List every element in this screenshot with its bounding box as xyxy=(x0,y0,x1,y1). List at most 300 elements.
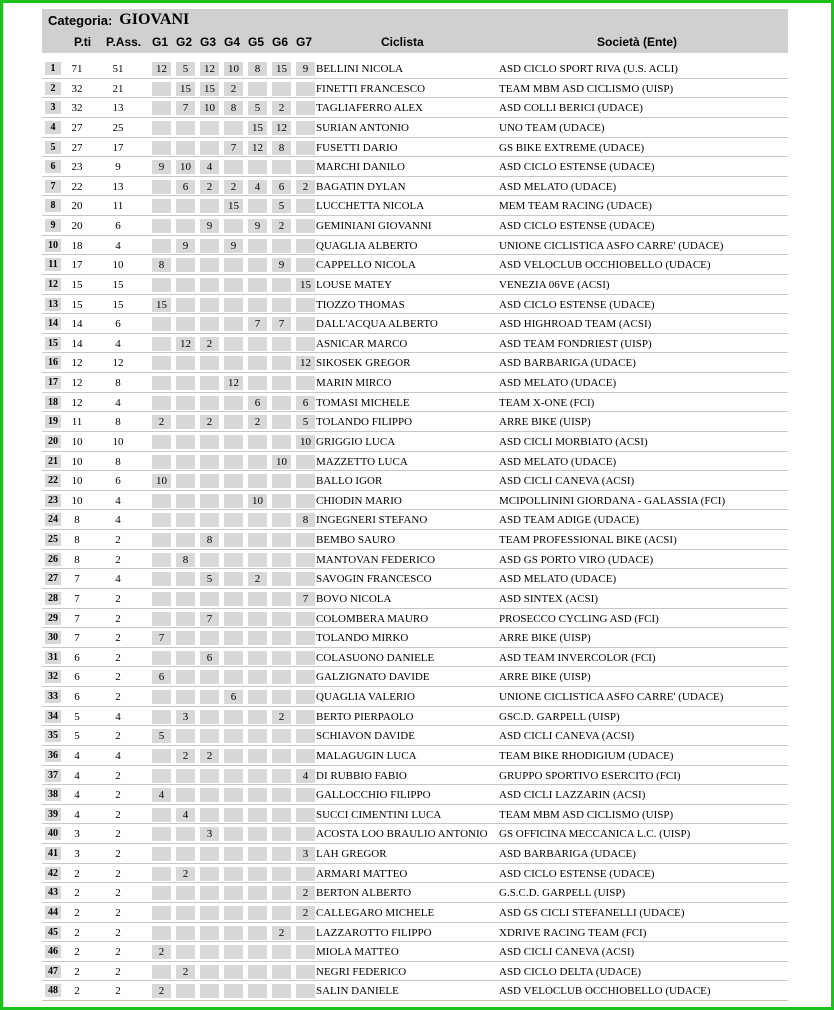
stage-g5-cell xyxy=(248,690,267,704)
stage-g7-cell: 2 xyxy=(296,180,315,194)
stage-g2-cell xyxy=(176,278,195,292)
stage-g4-cell xyxy=(224,337,243,351)
stage-g5-cell xyxy=(248,533,267,547)
stage-g4-cell xyxy=(224,415,243,429)
stage-g3-cell xyxy=(200,867,219,881)
stage-g4-cell xyxy=(224,298,243,312)
stage-g5-cell xyxy=(248,808,267,822)
stage-g5-cell: 15 xyxy=(248,121,267,135)
stage-g7-cell: 3 xyxy=(296,847,315,861)
table-row xyxy=(42,569,788,589)
stage-g4-cell xyxy=(224,886,243,900)
stage-g1-cell xyxy=(152,886,171,900)
stage-g1-cell xyxy=(152,337,171,351)
points-cell: 18 xyxy=(71,239,83,252)
rider-name-cell: MARCHI DANILO xyxy=(316,161,405,174)
points-cell: 12 xyxy=(71,396,83,409)
rank-cell: 47 xyxy=(45,965,61,978)
pass-cell: 2 xyxy=(115,534,121,546)
rider-name-cell: GEMINIANI GIOVANNI xyxy=(316,220,432,232)
header-pass: P.Ass. xyxy=(106,35,142,49)
pass-cell: 8 xyxy=(115,455,121,468)
table-row xyxy=(42,275,788,295)
pass-cell: 13 xyxy=(112,102,124,115)
pass-cell: 51 xyxy=(112,63,124,75)
stage-g1-cell xyxy=(152,906,171,920)
stage-g1-cell xyxy=(152,219,171,233)
team-cell: ASD CICLO ESTENSE (UDACE) xyxy=(499,161,655,174)
pass-cell: 15 xyxy=(112,298,124,311)
stage-g2-cell xyxy=(176,376,195,390)
rider-name-cell: ACOSTA LOO BRAULIO ANTONIO xyxy=(316,828,488,841)
stage-g5-cell xyxy=(248,612,267,626)
stage-g3-cell xyxy=(200,298,219,312)
rank-cell: 21 xyxy=(45,455,61,468)
stage-g1-cell xyxy=(152,690,171,704)
standings-sheet xyxy=(42,9,788,1001)
team-cell: GS OFFICINA MECCANICA L.C. (UISP) xyxy=(499,828,691,841)
stage-g4-cell xyxy=(224,965,243,979)
stage-g6-cell xyxy=(272,984,291,998)
stage-g5-cell: 5 xyxy=(248,101,267,115)
table-row xyxy=(42,883,788,903)
stage-g5-cell xyxy=(248,553,267,567)
team-cell: ASD BARBARIGA (UDACE) xyxy=(499,357,636,370)
stage-g4-cell xyxy=(224,984,243,998)
rank-cell: 14 xyxy=(45,317,61,330)
points-cell: 8 xyxy=(74,514,80,527)
table-row xyxy=(42,157,788,177)
pass-cell: 12 xyxy=(112,357,124,370)
table-row xyxy=(42,726,788,746)
team-cell: GS BIKE EXTREME (UDACE) xyxy=(499,141,645,154)
stage-g2-cell: 9 xyxy=(176,239,195,253)
stage-g1-cell xyxy=(152,455,171,469)
pass-cell: 2 xyxy=(115,946,121,959)
stage-g1-cell xyxy=(152,867,171,881)
stage-g2-cell xyxy=(176,533,195,547)
stage-g1-cell xyxy=(152,533,171,547)
team-cell: G.S.C.D. GARPELL (UISP) xyxy=(499,887,626,900)
table-row xyxy=(42,746,788,766)
stage-g2-cell xyxy=(176,945,195,959)
stage-g5-cell xyxy=(248,513,267,527)
stage-g7-cell xyxy=(296,945,315,959)
stage-g2-cell xyxy=(176,356,195,370)
stage-g1-cell xyxy=(152,769,171,783)
pass-cell: 2 xyxy=(115,887,121,900)
table-row xyxy=(42,942,788,962)
stage-g3-cell xyxy=(200,710,219,724)
rank-cell: 27 xyxy=(45,572,61,585)
stage-g4-cell: 15 xyxy=(224,199,243,213)
stage-g1-cell xyxy=(152,239,171,253)
stage-g2-cell: 12 xyxy=(176,337,195,351)
team-cell: ARRE BIKE (UISP) xyxy=(499,671,591,684)
stage-g5-cell: 6 xyxy=(248,396,267,410)
stage-g5-cell xyxy=(248,729,267,743)
rank-cell: 33 xyxy=(45,690,61,703)
points-cell: 2 xyxy=(74,946,80,959)
stage-g4-cell: 12 xyxy=(224,376,243,390)
stage-g7-cell: 10 xyxy=(296,435,315,449)
stage-g7-cell xyxy=(296,553,315,567)
points-cell: 6 xyxy=(74,651,80,664)
stage-g3-cell xyxy=(200,455,219,469)
team-cell: ASD TEAM INVERCOLOR (FCI) xyxy=(499,651,656,664)
stage-g6-cell: 8 xyxy=(272,141,291,155)
team-cell: ASD HIGHROAD TEAM (ACSI) xyxy=(499,318,652,331)
stage-g7-cell xyxy=(296,298,315,312)
stage-g6-cell: 10 xyxy=(272,455,291,469)
stage-g7-cell xyxy=(296,141,315,155)
rank-cell: 8 xyxy=(45,199,61,212)
stage-g3-cell xyxy=(200,670,219,684)
stage-g5-cell xyxy=(248,631,267,645)
stage-g4-cell xyxy=(224,317,243,331)
stage-g7-cell xyxy=(296,965,315,979)
table-row xyxy=(42,236,788,256)
stage-g4-cell xyxy=(224,513,243,527)
rider-name-cell: SAVOGIN FRANCESCO xyxy=(316,573,432,586)
team-cell: ASD TEAM ADIGE (UDACE) xyxy=(499,514,640,527)
rider-name-cell: GRIGGIO LUCA xyxy=(316,435,396,448)
pass-cell: 2 xyxy=(115,926,121,939)
stage-g2-cell xyxy=(176,631,195,645)
stage-g1-cell xyxy=(152,494,171,508)
stage-g4-cell xyxy=(224,906,243,920)
stage-g7-cell xyxy=(296,651,315,665)
stage-g7-cell xyxy=(296,239,315,253)
rank-cell: 43 xyxy=(45,886,61,899)
table-row xyxy=(42,707,788,727)
pass-cell: 2 xyxy=(115,730,121,743)
stage-g7-cell xyxy=(296,376,315,390)
table-row xyxy=(42,432,788,452)
points-cell: 2 xyxy=(74,906,80,919)
rider-name-cell: BOVO NICOLA xyxy=(316,592,392,605)
stage-g6-cell xyxy=(272,513,291,527)
rider-name-cell: GALLOCCHIO FILIPPO xyxy=(316,789,431,802)
stage-g3-cell xyxy=(200,926,219,940)
stage-g7-cell xyxy=(296,984,315,998)
points-cell: 4 xyxy=(74,808,80,821)
stage-g7-cell xyxy=(296,788,315,802)
stage-g6-cell xyxy=(272,160,291,174)
points-cell: 7 xyxy=(74,632,80,645)
stage-g7-cell xyxy=(296,474,315,488)
table-row xyxy=(42,295,788,315)
table-row xyxy=(42,962,788,982)
stage-g2-cell: 15 xyxy=(176,82,195,96)
stage-g5-cell xyxy=(248,906,267,920)
points-cell: 8 xyxy=(74,534,80,546)
table-row xyxy=(42,98,788,118)
table-row xyxy=(42,353,788,373)
stage-g5-cell xyxy=(248,886,267,900)
stage-g1-cell: 2 xyxy=(152,945,171,959)
stage-g5-cell xyxy=(248,474,267,488)
stage-g5-cell xyxy=(248,455,267,469)
stage-g4-cell: 7 xyxy=(224,141,243,155)
table-row xyxy=(42,314,788,334)
rank-cell: 30 xyxy=(45,631,61,644)
team-cell: ASD CICLO ESTENSE (UDACE) xyxy=(499,867,655,880)
stage-g6-cell xyxy=(272,298,291,312)
stage-g7-cell xyxy=(296,670,315,684)
rank-cell: 15 xyxy=(45,337,61,350)
stage-g7-cell: 12 xyxy=(296,356,315,370)
stage-g1-cell xyxy=(152,847,171,861)
stage-g3-cell: 15 xyxy=(200,82,219,96)
stage-g6-cell xyxy=(272,808,291,822)
team-cell: UNO TEAM (UDACE) xyxy=(499,121,605,134)
team-cell: PROSECCO CYCLING ASD (FCI) xyxy=(499,612,659,625)
table-row xyxy=(42,491,788,511)
rider-name-cell: MIOLA MATTEO xyxy=(316,946,399,959)
stage-g7-cell xyxy=(296,710,315,724)
points-cell: 2 xyxy=(74,887,80,900)
stage-g2-cell xyxy=(176,612,195,626)
team-cell: ASD CICLO ESTENSE (UDACE) xyxy=(499,298,655,311)
points-cell: 15 xyxy=(71,298,83,311)
team-cell: TEAM BIKE RHODIGIUM (UDACE) xyxy=(499,749,674,762)
team-cell: ASD VELOCLUB OCCHIOBELLO (UDACE) xyxy=(499,259,711,272)
stage-g4-cell xyxy=(224,494,243,508)
pass-cell: 2 xyxy=(115,789,121,802)
stage-g7-cell xyxy=(296,827,315,841)
pass-cell: 2 xyxy=(115,651,121,664)
stage-g1-cell: 2 xyxy=(152,415,171,429)
stage-g5-cell xyxy=(248,965,267,979)
rider-name-cell: LAZZAROTTO FILIPPO xyxy=(316,926,432,939)
stage-g1-cell xyxy=(152,827,171,841)
stage-g4-cell: 9 xyxy=(224,239,243,253)
pass-cell: 4 xyxy=(115,239,121,252)
stage-g7-cell: 15 xyxy=(296,278,315,292)
points-cell: 4 xyxy=(74,749,80,762)
stage-g7-cell: 7 xyxy=(296,592,315,606)
stage-g3-cell: 2 xyxy=(200,180,219,194)
stage-g2-cell: 6 xyxy=(176,180,195,194)
stage-g4-cell xyxy=(224,396,243,410)
table-row xyxy=(42,648,788,668)
stage-g7-cell xyxy=(296,612,315,626)
pass-cell: 15 xyxy=(112,278,124,291)
stage-g2-cell xyxy=(176,847,195,861)
stage-g6-cell xyxy=(272,337,291,351)
rider-name-cell: DI RUBBIO FABIO xyxy=(316,769,407,782)
pass-cell: 4 xyxy=(115,514,121,527)
rider-name-cell: QUAGLIA VALERIO xyxy=(316,691,415,703)
stage-g7-cell: 5 xyxy=(296,415,315,429)
stage-g3-cell: 6 xyxy=(200,651,219,665)
stage-g4-cell xyxy=(224,435,243,449)
rank-cell: 42 xyxy=(45,867,61,880)
pass-cell: 2 xyxy=(115,691,121,703)
team-cell: ASD GS PORTO VIRO (UDACE) xyxy=(499,553,654,566)
stage-g5-cell: 4 xyxy=(248,180,267,194)
pass-cell: 11 xyxy=(112,200,124,213)
category-value: GIOVANI xyxy=(119,11,190,28)
team-cell: ASD CICLI MORBIATO (ACSI) xyxy=(499,435,648,448)
rank-cell: 41 xyxy=(45,847,61,860)
pass-cell: 2 xyxy=(115,592,121,605)
pass-cell: 25 xyxy=(112,121,124,134)
stage-g6-cell: 2 xyxy=(272,101,291,115)
table-row xyxy=(42,373,788,393)
stage-g3-cell xyxy=(200,474,219,488)
stage-g4-cell xyxy=(224,651,243,665)
rider-name-cell: SIKOSEK GREGOR xyxy=(316,357,411,370)
stage-g7-cell xyxy=(296,690,315,704)
stage-g7-cell xyxy=(296,160,315,174)
stage-g7-cell xyxy=(296,533,315,547)
stage-g5-cell xyxy=(248,984,267,998)
stage-g7-cell: 4 xyxy=(296,769,315,783)
rider-name-cell: CAPPELLO NICOLA xyxy=(316,259,416,272)
stage-g2-cell xyxy=(176,827,195,841)
stage-g6-cell xyxy=(272,729,291,743)
table-row xyxy=(42,667,788,687)
stage-g6-cell xyxy=(272,827,291,841)
rider-name-cell: TOLANDO MIRKO xyxy=(316,632,409,645)
stage-g3-cell: 2 xyxy=(200,749,219,763)
rider-name-cell: GALZIGNATO DAVIDE xyxy=(316,671,430,684)
rider-name-cell: BAGATIN DYLAN xyxy=(316,180,406,193)
rank-cell: 23 xyxy=(45,494,61,507)
stage-g6-cell xyxy=(272,553,291,567)
stage-g5-cell xyxy=(248,278,267,292)
stage-g4-cell: 10 xyxy=(224,62,243,76)
pass-cell: 9 xyxy=(115,161,121,174)
stage-g4-cell xyxy=(224,160,243,174)
stage-g5-cell: 10 xyxy=(248,494,267,508)
points-cell: 10 xyxy=(71,435,83,448)
table-row xyxy=(42,903,788,923)
pass-cell: 2 xyxy=(115,828,121,841)
points-cell: 27 xyxy=(71,141,83,154)
stage-g5-cell xyxy=(248,926,267,940)
points-cell: 22 xyxy=(71,180,83,193)
stage-g6-cell xyxy=(272,356,291,370)
rank-cell: 28 xyxy=(45,592,61,605)
stage-g1-cell xyxy=(152,278,171,292)
table-row xyxy=(42,118,788,138)
team-cell: ASD VELOCLUB OCCHIOBELLO (UDACE) xyxy=(499,985,711,998)
stage-g6-cell xyxy=(272,769,291,783)
category-bar xyxy=(42,9,788,31)
stage-g6-cell xyxy=(272,945,291,959)
rank-cell: 20 xyxy=(45,435,61,448)
stage-g4-cell xyxy=(224,670,243,684)
stage-g7-cell xyxy=(296,729,315,743)
rider-name-cell: FINETTI FRANCESCO xyxy=(316,82,426,95)
stage-g2-cell xyxy=(176,769,195,783)
pass-cell: 21 xyxy=(112,82,124,95)
table-row xyxy=(42,138,788,158)
rank-cell: 34 xyxy=(45,710,61,723)
points-cell: 11 xyxy=(71,416,83,429)
stage-g5-cell: 12 xyxy=(248,141,267,155)
stage-g6-cell xyxy=(272,435,291,449)
rider-name-cell: SUCCI CIMENTINI LUCA xyxy=(316,808,442,821)
rider-name-cell: LUCCHETTA NICOLA xyxy=(316,200,425,213)
table-header xyxy=(42,31,788,53)
stage-g1-cell xyxy=(152,82,171,96)
stage-g2-cell xyxy=(176,317,195,331)
table-row xyxy=(42,216,788,236)
stage-g1-cell: 9 xyxy=(152,160,171,174)
team-cell: ARRE BIKE (UISP) xyxy=(499,632,591,645)
stage-g7-cell xyxy=(296,572,315,586)
team-cell: UNIONE CICLISTICA ASFO CARRE' (UDACE) xyxy=(499,691,724,703)
stage-g2-cell xyxy=(176,729,195,743)
header-g2: G2 xyxy=(176,35,193,49)
pass-cell: 6 xyxy=(115,220,121,232)
stage-g6-cell xyxy=(272,847,291,861)
rank-cell: 4 xyxy=(45,121,61,134)
team-cell: ASD CICLO SPORT RIVA (U.S. ACLI) xyxy=(499,63,678,75)
stage-g6-cell: 12 xyxy=(272,121,291,135)
points-cell: 7 xyxy=(74,612,80,625)
stage-g6-cell xyxy=(272,474,291,488)
team-cell: GSC.D. GARPELL (UISP) xyxy=(499,710,620,723)
points-cell: 14 xyxy=(71,318,83,331)
stage-g6-cell xyxy=(272,572,291,586)
pass-cell: 13 xyxy=(112,180,124,193)
points-cell: 32 xyxy=(71,102,83,115)
stage-g5-cell xyxy=(248,82,267,96)
stage-g2-cell xyxy=(176,926,195,940)
stage-g1-cell xyxy=(152,356,171,370)
stage-g7-cell xyxy=(296,258,315,272)
table-row xyxy=(42,923,788,943)
pass-cell: 2 xyxy=(115,965,121,978)
team-cell: ASD CICLO DELTA (UDACE) xyxy=(499,965,642,978)
team-cell: ASD GS CICLI STEFANELLI (UDACE) xyxy=(499,906,685,919)
stage-g5-cell xyxy=(248,376,267,390)
points-cell: 32 xyxy=(71,82,83,95)
pass-cell: 2 xyxy=(115,848,121,860)
stage-g3-cell xyxy=(200,435,219,449)
stage-g5-cell: 2 xyxy=(248,415,267,429)
stage-g6-cell xyxy=(272,533,291,547)
stage-g7-cell xyxy=(296,455,315,469)
points-cell: 6 xyxy=(74,691,80,703)
stage-g6-cell xyxy=(272,415,291,429)
stage-g5-cell xyxy=(248,710,267,724)
stage-g7-cell xyxy=(296,631,315,645)
stage-g6-cell: 5 xyxy=(272,199,291,213)
stage-g7-cell xyxy=(296,749,315,763)
table-row xyxy=(42,471,788,491)
pass-cell: 4 xyxy=(115,337,121,350)
team-cell: ASD CICLI CANEVA (ACSI) xyxy=(499,730,635,743)
stage-g6-cell xyxy=(272,749,291,763)
rank-cell: 36 xyxy=(45,749,61,762)
stage-g2-cell: 2 xyxy=(176,965,195,979)
category-label: Categoria: xyxy=(48,12,113,28)
stage-g2-cell xyxy=(176,984,195,998)
stage-g4-cell xyxy=(224,474,243,488)
pass-cell: 8 xyxy=(115,377,121,389)
stage-g5-cell xyxy=(248,749,267,763)
team-cell: ASD MELATO (UDACE) xyxy=(499,455,617,468)
stage-g1-cell xyxy=(152,180,171,194)
stage-g1-cell xyxy=(152,513,171,527)
rider-name-cell: ARMARI MATTEO xyxy=(316,867,408,880)
